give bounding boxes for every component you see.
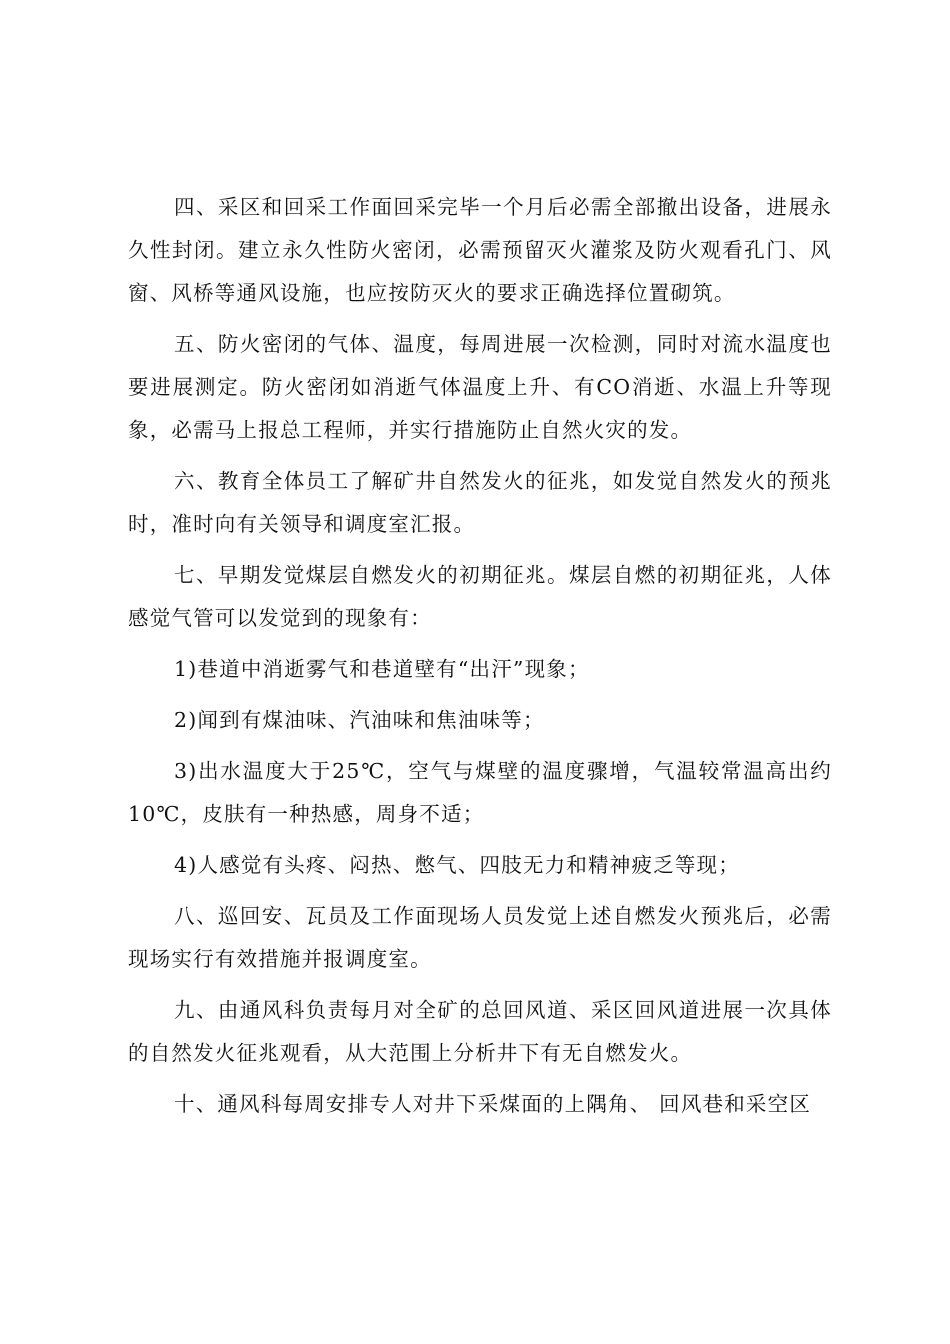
paragraph-10-weekly-check: 十、通风科每周安排专人对井下采煤面的上隅角、 回风巷和采空区 xyxy=(174,1092,812,1116)
paragraph-4-sealing: 四、采区和回采工作面回采完毕一个月后必需全部撤出设备，进展永久性封闭。建立永久性防火密闭，必需预留灭火灌浆及防火观看孔门、风窗、风桥等通风设施，也应按防灭火的要求正确选择位置砌筑。 xyxy=(128,195,832,305)
list-item-sign-4: 4)人感觉有头疼、闷热、憋气、四肢无力和精神疲乏等现； xyxy=(174,853,740,877)
list-item-sign-3: 3)出水温度大于25℃，空气与煤壁的温度骤增，气温较常温高出约10℃，皮肤有一种热感，周身不适； xyxy=(128,759,832,826)
paragraph-7-early-signs: 七、早期发觉煤层自燃发火的初期征兆。煤层自燃的初期征兆，人体感觉气管可以发觉到的现象有： xyxy=(128,563,832,630)
list-item-sign-1: 1)巷道中消逝雾气和巷道壁有“出汗”现象； xyxy=(174,657,590,681)
paragraph-5-inspection: 五、防火密闭的气体、温度，每周进展一次检测，同时对流水温度也要进展测定。防火密闭如消逝气体温度上升、有CO消逝、水温上升等现象，必需马上报总工程师，并实行措施防止自然火灾的发。 xyxy=(128,332,832,442)
paragraph-9-monthly-check: 九、由通风科负责每月对全矿的总回风道、采区回风道进展一次具体的自然发火征兆观看，从大范围上分析井下有无自燃发火。 xyxy=(128,998,832,1065)
document-body xyxy=(128,186,832,1134)
list-item-sign-2: 2)闻到有煤油味、汽油味和焦油味等； xyxy=(174,708,545,732)
paragraph-8-reporting: 八、巡回安、瓦员及工作面现场人员发觉上述自燃发火预兆后，必需现场实行有效措施并报调度室。 xyxy=(128,904,832,971)
paragraph-6-education: 六、教育全体员工了解矿井自然发火的征兆，如发觉自然发火的预兆时，准时向有关领导和调度室汇报。 xyxy=(128,469,832,536)
